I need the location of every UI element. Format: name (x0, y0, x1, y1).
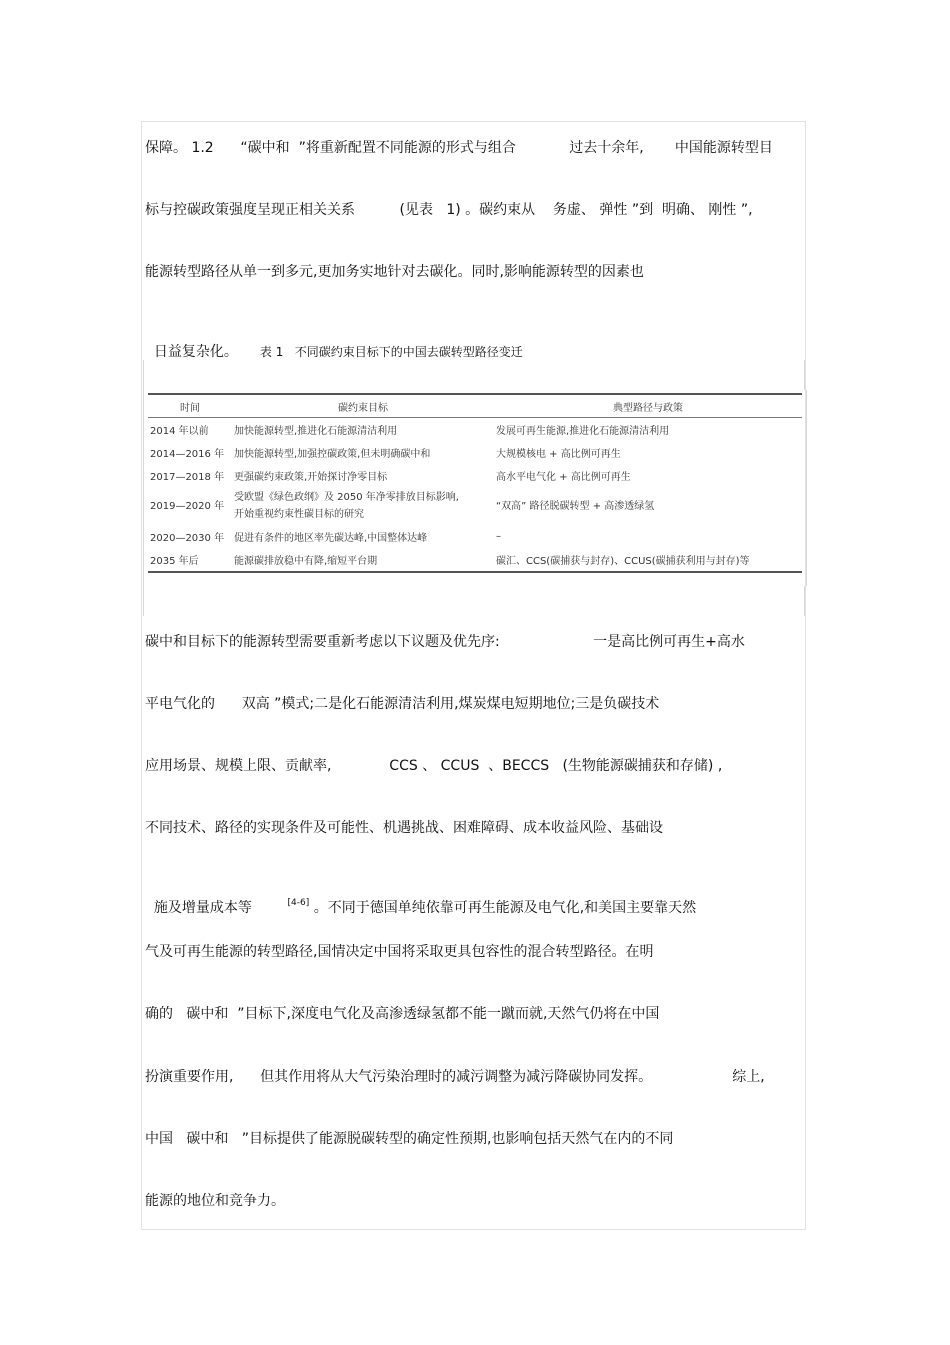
cell-path: “双高” 路径脱碳转型 + 高渗透绿氢 (496, 500, 655, 512)
cell-target: 促进有条件的地区率先碳达峰,中国整体达峰 (234, 533, 428, 544)
text-line: 平电气化的 双高 ”模式;二是化石能源清洁利用,煤炭煤电短期地位;三是负碳技术 (145, 696, 660, 712)
text-line: 扮演重要作用, 但其作用将从大气污染治理时的减污调整为减污降碳协同发挥。 综上, (145, 1069, 765, 1085)
text-line: 应用场景、规模上限、贡献率, CCS 、 CCUS 、BECCS (生物能源碳捕获和存储) , (145, 758, 723, 774)
text-fragment: 日益复杂化。 (153, 344, 238, 360)
table-header-row (148, 394, 802, 418)
text-fragment: 施及增量成本等 (153, 900, 288, 916)
table-row (148, 525, 802, 548)
text-line (145, 881, 696, 919)
cell-target: 能源碳排放稳中有降,缩短平台期 (234, 556, 378, 567)
cell-path: 碳汇、CCS(碳捕获与封存)、CCUS(碳捕获利用与封存)等 (496, 556, 750, 567)
cell-time: 2020—2030 年 (150, 533, 225, 544)
text-line: 能源转型路径从单一到多元,更加务实地针对去碳化。同时,影响能源转型的因素也 (145, 264, 644, 280)
column-header: 典型路径与政策 (613, 402, 683, 414)
table-row (148, 548, 802, 572)
table-row (148, 418, 802, 442)
frame-divider (143, 360, 144, 390)
text-fragment: 。不同于德国单纯依靠可再生能源及电气化,和美国主要靠天然 (309, 900, 697, 916)
table-row (148, 464, 802, 487)
table-image (143, 390, 807, 586)
text-line: 不同技术、路径的实现条件及可能性、机遇挑战、困难障碍、成本收益风险、基础设 (145, 820, 663, 836)
cell-path: 发展可再生能源,推进化石能源清洁利用 (496, 426, 670, 437)
text-line (145, 325, 523, 361)
frame-divider (804, 586, 805, 616)
table-caption: 表 1 不同碳约束目标下的中国去碳转型路径变迁 (259, 345, 523, 359)
cell-target-line: 开始重视约束性碳目标的研究 (234, 509, 364, 520)
citation-ref: [4-6] (287, 898, 310, 908)
text-line: 能源的地位和竞争力。 (145, 1193, 285, 1209)
text-line: 确的 碳中和 ”目标下,深度电气化及高渗透绿氢都不能一蹴而就,天然气仍将在中国 (145, 1006, 660, 1022)
frame-divider (143, 586, 144, 616)
frame-divider (804, 360, 805, 390)
text-line: 标与控碳政策强度呈现正相关关系 (见表 1) 。碳约束从 务虚、 弹性 ”到 明确、 刚性 ”, (145, 202, 753, 218)
text-line: 碳中和目标下的能源转型需要重新考虑以下议题及优先序: 一是高比例可再生+高水 (145, 634, 745, 650)
cell-time: 2014 年以前 (150, 426, 209, 437)
table-row (148, 441, 802, 464)
cell-path: 大规模核电 + 高比例可再生 (496, 449, 621, 460)
cell-path: 高水平电气化 + 高比例可再生 (496, 472, 631, 483)
cell-path: – (496, 531, 501, 542)
cell-target-line: 受欧盟《绿色政纲》及 2050 年净零排放目标影响, (234, 492, 459, 503)
cell-time: 2035 年后 (150, 556, 199, 567)
carbon-path-table (148, 393, 802, 573)
table-row (148, 487, 802, 525)
text-line: 保障。 1.2 “碳中和 ”将重新配置不同能源的形式与组合 过去十余年, 中国能源转型目 (145, 140, 773, 156)
cell-target (232, 487, 494, 525)
text-line: 气及可再生能源的转型路径,国情决定中国将采取更具包容性的混合转型路径。在明 (145, 944, 654, 960)
page-frame (141, 121, 806, 1230)
cell-time: 2019—2020 年 (150, 500, 225, 512)
cell-target: 更强碳约束政策,开始探讨净零目标 (234, 472, 388, 483)
cell-target: 加快能源转型,推进化石能源清洁利用 (234, 426, 398, 437)
column-header: 碳约束目标 (338, 402, 388, 414)
cell-time: 2014—2016 年 (150, 449, 225, 460)
column-header: 时间 (180, 402, 200, 414)
cell-time: 2017—2018 年 (150, 472, 225, 483)
cell-target: 加快能源转型,加强控碳政策,但未明确碳中和 (234, 449, 431, 460)
text-line: 中国 碳中和 ”目标提供了能源脱碳转型的确定性预期,也影响包括天然气在内的不同 (145, 1131, 674, 1147)
